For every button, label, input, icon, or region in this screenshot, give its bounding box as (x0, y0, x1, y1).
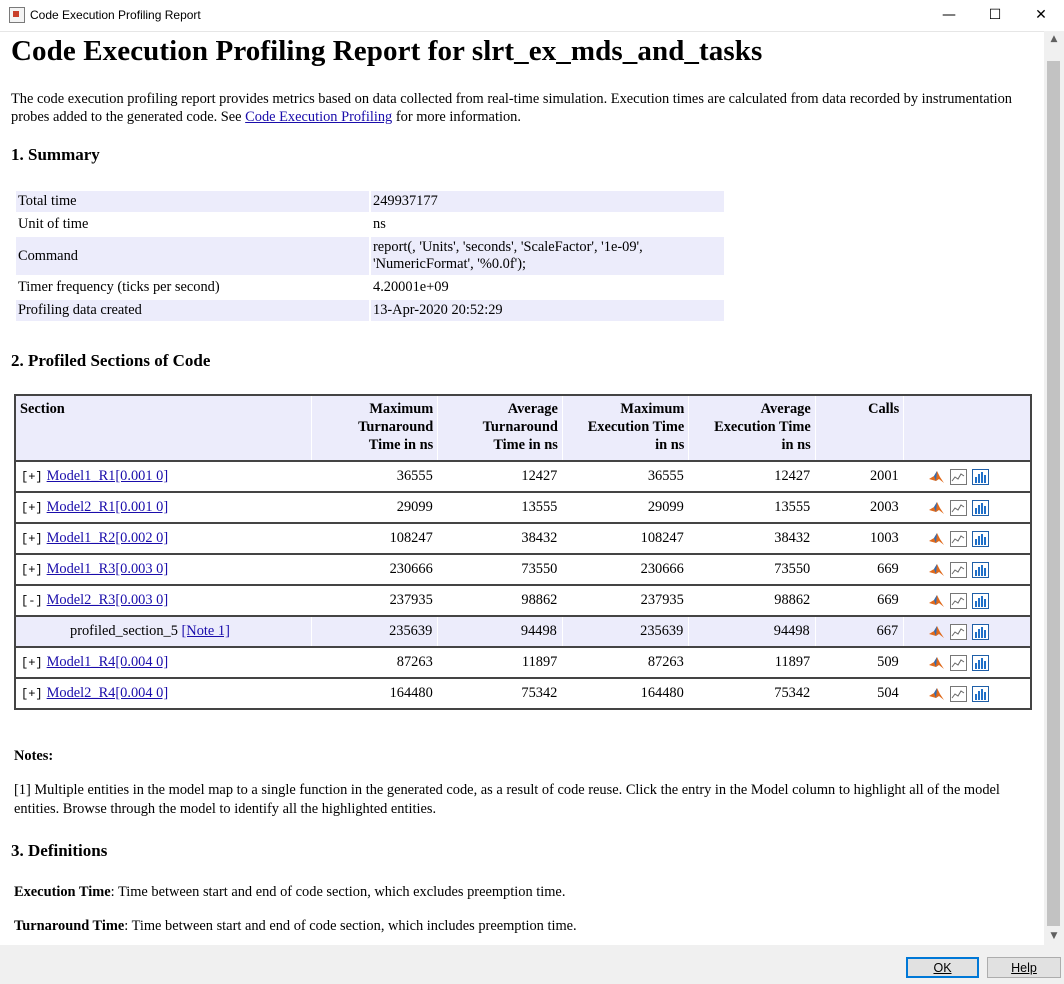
scrollbar-thumb[interactable] (1047, 61, 1060, 926)
avg-execution-cell: 13555 (689, 492, 815, 523)
matlab-icon[interactable] (928, 469, 945, 485)
col-max-execution: Maximum Execution Time in ns (562, 395, 688, 461)
intro-paragraph (11, 90, 1031, 126)
report-heading: Code Execution Profiling Report for slrt_ex_mds_and_tasks (11, 35, 763, 67)
summary-row (16, 214, 724, 235)
max-turnaround-cell: 108247 (311, 523, 438, 554)
expand-toggle[interactable]: [-] (21, 594, 43, 608)
window-title: Code Execution Profiling Report (30, 8, 201, 22)
timeline-plot-icon[interactable] (950, 562, 967, 578)
matlab-icon[interactable] (928, 500, 945, 516)
help-button-label: Help (1011, 961, 1037, 975)
section-link[interactable]: Model1_R2[0.002 0] (46, 530, 169, 546)
section-cell (15, 492, 311, 523)
timeline-plot-icon[interactable] (950, 655, 967, 671)
expand-toggle[interactable]: [+] (21, 532, 43, 546)
action-icons-cell (904, 554, 1031, 585)
calls-cell: 667 (815, 616, 904, 647)
avg-turnaround-cell: 13555 (438, 492, 563, 523)
calls-cell: 509 (815, 647, 904, 678)
avg-execution-cell: 98862 (689, 585, 815, 616)
summary-key: Profiling data created (16, 300, 369, 321)
max-turnaround-cell: 164480 (311, 678, 438, 709)
section-cell (15, 647, 311, 678)
matlab-icon[interactable] (928, 593, 945, 609)
matlab-icon[interactable] (928, 624, 945, 640)
table-row (15, 554, 1031, 585)
avg-execution-cell: 11897 (689, 647, 815, 678)
table-row (15, 523, 1031, 554)
expand-toggle[interactable]: [+] (21, 563, 43, 577)
definition-term: Turnaround Time (14, 918, 125, 934)
action-icons-cell (904, 461, 1031, 492)
max-execution-cell: 36555 (562, 461, 688, 492)
col-section: Section (15, 395, 311, 461)
table-header-row (15, 395, 1031, 461)
section-link[interactable]: Model1_R1[0.001 0] (46, 468, 169, 484)
calls-cell: 1003 (815, 523, 904, 554)
avg-execution-cell: 94498 (689, 616, 815, 647)
section-cell (15, 616, 311, 647)
action-icons-cell (904, 585, 1031, 616)
matlab-icon[interactable] (928, 655, 945, 671)
definition-text: : Time between start and end of code section, which includes preemption time. (124, 918, 577, 934)
col-calls: Calls (815, 395, 904, 461)
summary-value: report(, 'Units', 'seconds', 'ScaleFactor', '1e-09', 'NumericFormat', '%0.0f'); (371, 237, 724, 275)
profiled-sections-heading: 2. Profiled Sections of Code (11, 351, 211, 370)
expand-toggle[interactable]: [+] (21, 687, 43, 701)
summary-key: Command (16, 237, 369, 275)
max-execution-cell: 29099 (562, 492, 688, 523)
avg-execution-cell: 12427 (689, 461, 815, 492)
title-bar (0, 0, 1064, 32)
summary-value: 249937177 (371, 191, 724, 212)
app-icon (9, 7, 25, 23)
table-row (15, 647, 1031, 678)
matlab-icon[interactable] (928, 686, 945, 702)
avg-execution-cell: 73550 (689, 554, 815, 585)
definition-text: : Time between start and end of code section, which excludes preemption time. (110, 884, 566, 900)
section-cell (15, 678, 311, 709)
help-button[interactable] (987, 957, 1061, 978)
table-row-subsection (15, 616, 1031, 647)
definition-turnaround-time (14, 918, 577, 935)
avg-execution-cell: 38432 (689, 523, 815, 554)
section-cell (15, 523, 311, 554)
max-execution-cell: 108247 (562, 523, 688, 554)
summary-heading: 1. Summary (11, 145, 100, 164)
profiled-sections-table (14, 394, 1032, 710)
matlab-icon[interactable] (928, 562, 945, 578)
max-execution-cell: 235639 (562, 616, 688, 647)
bar-chart-icon[interactable] (972, 531, 989, 547)
summary-row (16, 300, 724, 321)
timeline-plot-icon[interactable] (950, 531, 967, 547)
close-button[interactable]: ✕ (1035, 7, 1047, 23)
avg-turnaround-cell: 12427 (438, 461, 563, 492)
definition-term: Execution Time (14, 884, 111, 900)
definitions-heading: 3. Definitions (11, 841, 108, 860)
note-link[interactable]: [Note 1] (181, 623, 230, 639)
note-1: [1] Multiple entities in the model map to a single function in the generated code, as a result of code reuse. Click the entry in the Model column to highlight all of the model entities. Browse through the model to identify all the highlighted entities. (14, 782, 1000, 817)
col-max-turnaround: Maximum Turnaround Time in ns (311, 395, 438, 461)
table-row (15, 678, 1031, 709)
scroll-down-arrow-icon[interactable]: ▼ (1050, 931, 1058, 941)
col-actions (904, 395, 1031, 461)
section-cell (15, 554, 311, 585)
max-turnaround-cell: 230666 (311, 554, 438, 585)
max-execution-cell: 164480 (562, 678, 688, 709)
calls-cell: 669 (815, 554, 904, 585)
col-avg-turnaround: Average Turnaround Time in ns (438, 395, 563, 461)
section-link[interactable]: Model1_R4[0.004 0] (46, 654, 169, 670)
section-cell (15, 461, 311, 492)
expand-toggle[interactable]: [+] (21, 501, 43, 515)
bar-chart-icon[interactable] (972, 562, 989, 578)
max-turnaround-cell: 36555 (311, 461, 438, 492)
table-row (15, 585, 1031, 616)
summary-table (14, 189, 726, 323)
timeline-plot-icon[interactable] (950, 686, 967, 702)
bar-chart-icon[interactable] (972, 500, 989, 516)
ok-button-label: OK (933, 961, 952, 975)
section-cell (15, 585, 311, 616)
action-icons-cell (904, 492, 1031, 523)
avg-turnaround-cell: 94498 (438, 616, 563, 647)
max-turnaround-cell: 235639 (311, 616, 438, 647)
avg-turnaround-cell: 38432 (438, 523, 563, 554)
expand-toggle[interactable]: [+] (21, 656, 43, 670)
avg-turnaround-cell: 98862 (438, 585, 563, 616)
section-link[interactable]: Model2_R4[0.004 0] (46, 685, 169, 701)
summary-row (16, 277, 724, 298)
dialog-footer (0, 945, 1064, 984)
max-turnaround-cell: 237935 (311, 585, 438, 616)
summary-key: Total time (16, 191, 369, 212)
table-row (15, 492, 1031, 523)
action-icons-cell (904, 647, 1031, 678)
max-turnaround-cell: 87263 (311, 647, 438, 678)
summary-key: Unit of time (18, 216, 89, 232)
timeline-plot-icon[interactable] (950, 624, 967, 640)
timeline-plot-icon[interactable] (950, 469, 967, 485)
summary-key: Timer frequency (ticks per second) (18, 279, 220, 295)
action-icons-cell (904, 678, 1031, 709)
max-turnaround-cell: 29099 (311, 492, 438, 523)
definition-execution-time (14, 884, 565, 901)
avg-execution-cell: 75342 (689, 678, 815, 709)
minimize-button[interactable]: — (942, 7, 956, 23)
col-avg-execution: Average Execution Time in ns (689, 395, 815, 461)
calls-cell: 504 (815, 678, 904, 709)
action-icons-cell (904, 523, 1031, 554)
summary-row (16, 191, 724, 212)
ok-button[interactable] (906, 957, 979, 978)
calls-cell: 2001 (815, 461, 904, 492)
summary-value: 4.20001e+09 (373, 279, 449, 295)
section-link[interactable]: Model2_R1[0.001 0] (46, 499, 169, 515)
scroll-up-arrow-icon[interactable]: ▲ (1050, 34, 1058, 44)
report-content (0, 31, 1044, 945)
expand-toggle[interactable]: [+] (21, 470, 43, 484)
timeline-plot-icon[interactable] (950, 500, 967, 516)
section-name: profiled_section_5 (70, 623, 178, 639)
max-execution-cell: 237935 (562, 585, 688, 616)
table-row (15, 461, 1031, 492)
action-icons-cell (904, 616, 1031, 647)
max-execution-cell: 87263 (562, 647, 688, 678)
section-link[interactable]: Model2_R3[0.003 0] (46, 592, 169, 608)
calls-cell: 669 (815, 585, 904, 616)
section-link[interactable]: Model1_R3[0.003 0] (46, 561, 169, 577)
bar-chart-icon[interactable] (972, 655, 989, 671)
maximize-button[interactable]: ☐ (988, 7, 1002, 23)
bar-chart-icon[interactable] (972, 624, 989, 640)
timeline-plot-icon[interactable] (950, 593, 967, 609)
avg-turnaround-cell: 75342 (438, 678, 563, 709)
vertical-scrollbar[interactable] (1044, 31, 1064, 945)
avg-turnaround-cell: 11897 (438, 647, 563, 678)
code-execution-profiling-link[interactable]: Code Execution Profiling (245, 109, 393, 125)
summary-row (16, 237, 724, 275)
bar-chart-icon[interactable] (972, 593, 989, 609)
summary-value: 13-Apr-2020 20:52:29 (371, 300, 724, 321)
notes-label: Notes: (14, 748, 54, 764)
calls-cell: 2003 (815, 492, 904, 523)
avg-turnaround-cell: 73550 (438, 554, 563, 585)
summary-value: ns (373, 216, 386, 232)
bar-chart-icon[interactable] (972, 469, 989, 485)
intro-text: The code execution profiling report provides metrics based on data collected from real-time simulation. Execution times are calculated from data recorded by instrumentation probes added to the generated code. See (11, 91, 1012, 125)
matlab-icon[interactable] (928, 531, 945, 547)
max-execution-cell: 230666 (562, 554, 688, 585)
bar-chart-icon[interactable] (972, 686, 989, 702)
intro-tail: for more information. (392, 109, 521, 125)
